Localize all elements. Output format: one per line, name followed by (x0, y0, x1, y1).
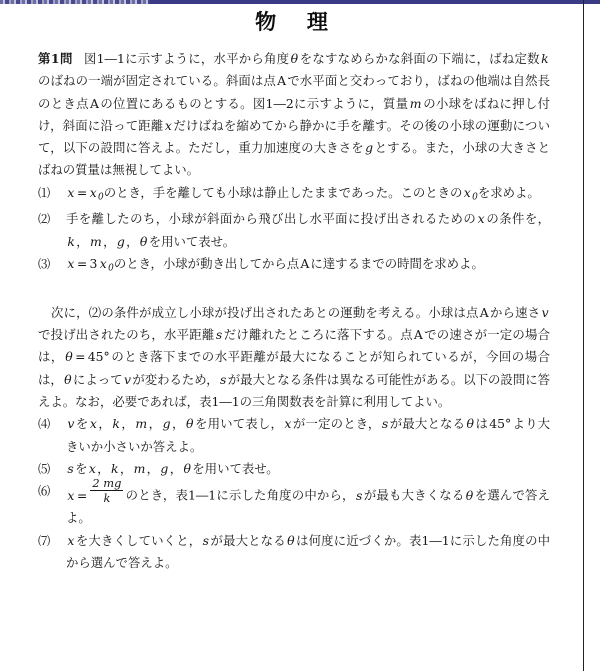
question-item-6 (38, 476, 551, 529)
item3-text-a: のとき，小球が動き出してから点 (113, 255, 300, 271)
item2-symbol-g: g (116, 233, 125, 249)
item3-coefficient-3: 3 (89, 255, 98, 271)
question-number-4: ⑷ (38, 417, 51, 432)
item4-text-a: を (75, 416, 89, 432)
item5-symbol-theta: θ (183, 460, 191, 476)
p2-point-a: A (479, 304, 489, 320)
problem-label: 第1問 (38, 51, 73, 66)
item4-symbol-k: k (112, 416, 120, 432)
item2-text-c: 件を， (512, 211, 551, 227)
intro-text-i: の小球をばねに押し付け，斜面に沿って距離 (38, 95, 551, 133)
item5-symbol-k: k (110, 460, 119, 476)
question-item-3 (38, 253, 550, 280)
p2-symbol-v: v (541, 304, 549, 320)
intro-text-j: だけばねを縮めてから (173, 117, 300, 133)
p2-symbol-v2: v (123, 371, 131, 387)
item2-symbol-x: x (477, 211, 485, 227)
symbol-m: m (409, 95, 422, 111)
item4-angle-45: 45° (489, 416, 512, 432)
item4-comma-3: ， (148, 416, 162, 432)
p2-symbol-s: s (215, 327, 223, 343)
intro-text-k: 静かに手を離す。その後の小球の運動について，以下の設問に答えよ。ただし，重 (38, 117, 551, 156)
item7-symbol-theta: θ (287, 532, 295, 548)
item4-text-d: が最大となる (389, 416, 466, 432)
item6-symbol-s: s (355, 487, 363, 503)
question-number-5: ⑸ (38, 461, 51, 476)
symbol-point-a: A (277, 73, 287, 89)
item5-text-a: を (75, 460, 88, 476)
item5-symbol-g: g (160, 460, 169, 476)
item5-symbol-s: s (67, 460, 74, 476)
item6-fraction-numerator: 2 mg (92, 476, 122, 491)
item7-text-c: は何度に近づくか。表1―1に示し (295, 532, 488, 548)
item6-text-d: 選んで答えよ。 (66, 487, 551, 526)
item3-symbol-x0: x (99, 255, 107, 271)
question-item-2 (38, 208, 550, 253)
item1-text-c: を (477, 184, 491, 200)
intro-text-b: をなすなめらかな斜面の下端に，ば (299, 51, 502, 66)
item4-comma-2: ， (121, 416, 134, 432)
symbol-k: k (541, 51, 549, 66)
symbol-x: x (164, 117, 172, 133)
item6-symbol-x: x (67, 487, 75, 503)
item7-symbol-x: x (67, 532, 75, 548)
item6-fraction (88, 477, 125, 504)
question-number-6: ⑹ (38, 484, 51, 499)
item4-symbol-g: g (162, 416, 171, 432)
second-intro (38, 302, 550, 413)
item2-text-b: の条 (485, 211, 512, 227)
intro-text-n: い。 (174, 162, 200, 178)
item2-comma-1: ， (76, 233, 89, 249)
p2-text-d: だけ離れたところに落下する。点 (223, 327, 413, 343)
item2-symbol-m: m (89, 233, 102, 249)
p2-text-i: が変わるため， (132, 371, 219, 387)
item7-text-d: た角度の中から選んで答えよ。 (66, 532, 551, 571)
p2-text-g: 知られているが，今回の場合は， (38, 349, 551, 387)
p2-text-e: での速さが一定の場合は， (38, 327, 551, 365)
item4-symbol-m: m (135, 416, 148, 432)
item6-text-c: を (474, 487, 488, 503)
item7-symbol-s: s (202, 532, 209, 548)
symbol-theta: θ (290, 51, 299, 66)
item6-equals: = (76, 487, 88, 503)
item6-fraction-denominator: k (103, 491, 111, 506)
item4-text-e: は (475, 416, 489, 432)
item4-text-f: より大きいか小さいか答えよ。 (66, 416, 551, 454)
item3-symbol-x: x (67, 255, 75, 271)
p2-text-j: が最大となる条件 (227, 371, 327, 387)
p2-symbol-theta: θ (65, 349, 73, 365)
item1-subscript-0: 0 (98, 192, 104, 203)
p2-text-f: のとき落下までの水平距離が最大になることが (110, 349, 383, 365)
p2-point-a2: A (413, 327, 423, 343)
p2-text-a: 次に，⑵の条件が成立し小球が投げ出されたあとの運動を考える。小球は点 (51, 304, 479, 320)
question-item-1 (38, 182, 550, 209)
item2-text-d: を用いて表せ。 (148, 233, 236, 249)
item4-symbol-theta: θ (185, 416, 194, 432)
intro-text-f: ばねの他端は自然長のとき点 (38, 73, 550, 111)
scanned-sheet (0, 4, 583, 671)
item4-text-c: が一定のとき， (292, 416, 381, 432)
item4-symbol-theta2: θ (466, 416, 475, 432)
p2-text-b: から速さ (489, 304, 541, 320)
p2-symbol-theta2: θ (64, 371, 72, 387)
item3-subscript-0: 0 (108, 263, 114, 274)
item4-symbol-x2: x (284, 416, 292, 432)
item5-comma-1: ， (97, 460, 110, 476)
item1-text-d: 求めよ。 (490, 184, 540, 200)
item5-symbol-x: x (88, 460, 96, 476)
page-title: 物 理 (255, 9, 340, 34)
p2-symbol-s2: s (219, 371, 227, 387)
item2-text-a: 手を離したのち，小球が斜面から飛び出し水平面に投げ出されるための (66, 211, 477, 227)
intro-text-d: のばねの一端が固定されている。斜面は点 (38, 73, 276, 89)
p2-text-k: は異なる可能性がある。以下の設問に答えよ。なお，必要であれば，表1―1の三 (38, 371, 551, 410)
item6-text-b: が最も大きくなる (363, 487, 465, 503)
item5-text-b: を用いて表せ。 (192, 460, 279, 476)
question-item-4 (38, 413, 550, 458)
item1-symbol-x0b: x (463, 184, 471, 200)
item7-text-a: を大きくしていくと， (75, 532, 202, 548)
item5-comma-2: ， (119, 460, 133, 476)
intro-text-e: で水平面と交わっており， (287, 73, 438, 89)
item3-point-a: A (300, 255, 310, 271)
problem-body (38, 48, 550, 574)
page-right-rule (583, 0, 584, 671)
item1-equals: = (76, 184, 88, 200)
item2-symbol-k: k (67, 233, 75, 249)
item4-text-b: を用いて表し， (194, 416, 284, 432)
paragraph-gap (38, 280, 550, 302)
item1-text-b: のとき，手を離しても小球は静止したままであった。このときの (103, 184, 463, 200)
question-number-1: ⑴ (38, 185, 51, 200)
p2-text-l: 角関数表を計算に利用してよい。 (264, 394, 451, 410)
item6-symbol-theta: θ (465, 487, 474, 503)
item7-text-b: が最大となる (210, 532, 286, 548)
symbol-point-a2: A (89, 95, 99, 111)
item4-symbol-x: x (89, 416, 97, 432)
item1-subscript-0b: 0 (472, 192, 478, 203)
p2-equals: = (75, 349, 86, 365)
item3-text-b: に達するまでの時間を求めよ。 (310, 255, 484, 271)
question-number-3: ⑶ (38, 256, 51, 271)
item4-comma-1: ， (98, 416, 111, 432)
question-item-7 (38, 530, 550, 575)
intro-text-a: 図1―1に示すように，水平から角度 (84, 51, 290, 66)
intro-text-g: の位置にあるものとする。図1―2に示すよう (100, 95, 358, 111)
question-number-2: ⑵ (38, 212, 51, 227)
intro-text-l: 力加速度の大きさを (250, 140, 364, 156)
item4-symbol-s: s (381, 416, 389, 432)
intro-text-h: に，質量 (357, 95, 409, 111)
item5-comma-4: ， (169, 460, 183, 476)
p2-text-h: によって (72, 371, 123, 387)
item2-comma-2: ， (103, 233, 116, 249)
item1-symbol-x0: x (89, 184, 97, 200)
item1-symbol-x: x (67, 184, 75, 200)
item4-symbol-v: v (67, 416, 75, 432)
item2-symbol-theta: θ (139, 233, 148, 249)
intro-text-m: とする。また，小球の大きさとばねの質量は無視してよ (38, 140, 551, 178)
item4-comma-4: ， (171, 416, 185, 432)
item3-equals: = (76, 255, 88, 271)
intro-text-c: ね定数 (501, 51, 540, 66)
symbol-g: g (365, 140, 374, 156)
problem-intro (38, 48, 550, 182)
p2-angle-45: 45° (87, 349, 110, 365)
question-number-7: ⑺ (38, 533, 51, 548)
item5-symbol-m: m (133, 460, 146, 476)
item2-comma-3: ， (126, 233, 139, 249)
item5-comma-3: ， (146, 460, 160, 476)
p2-text-c: で投げ出されたのち，水平距離 (38, 327, 215, 343)
item6-text-a: のとき，表1―1に示した角度の中から， (125, 487, 355, 503)
